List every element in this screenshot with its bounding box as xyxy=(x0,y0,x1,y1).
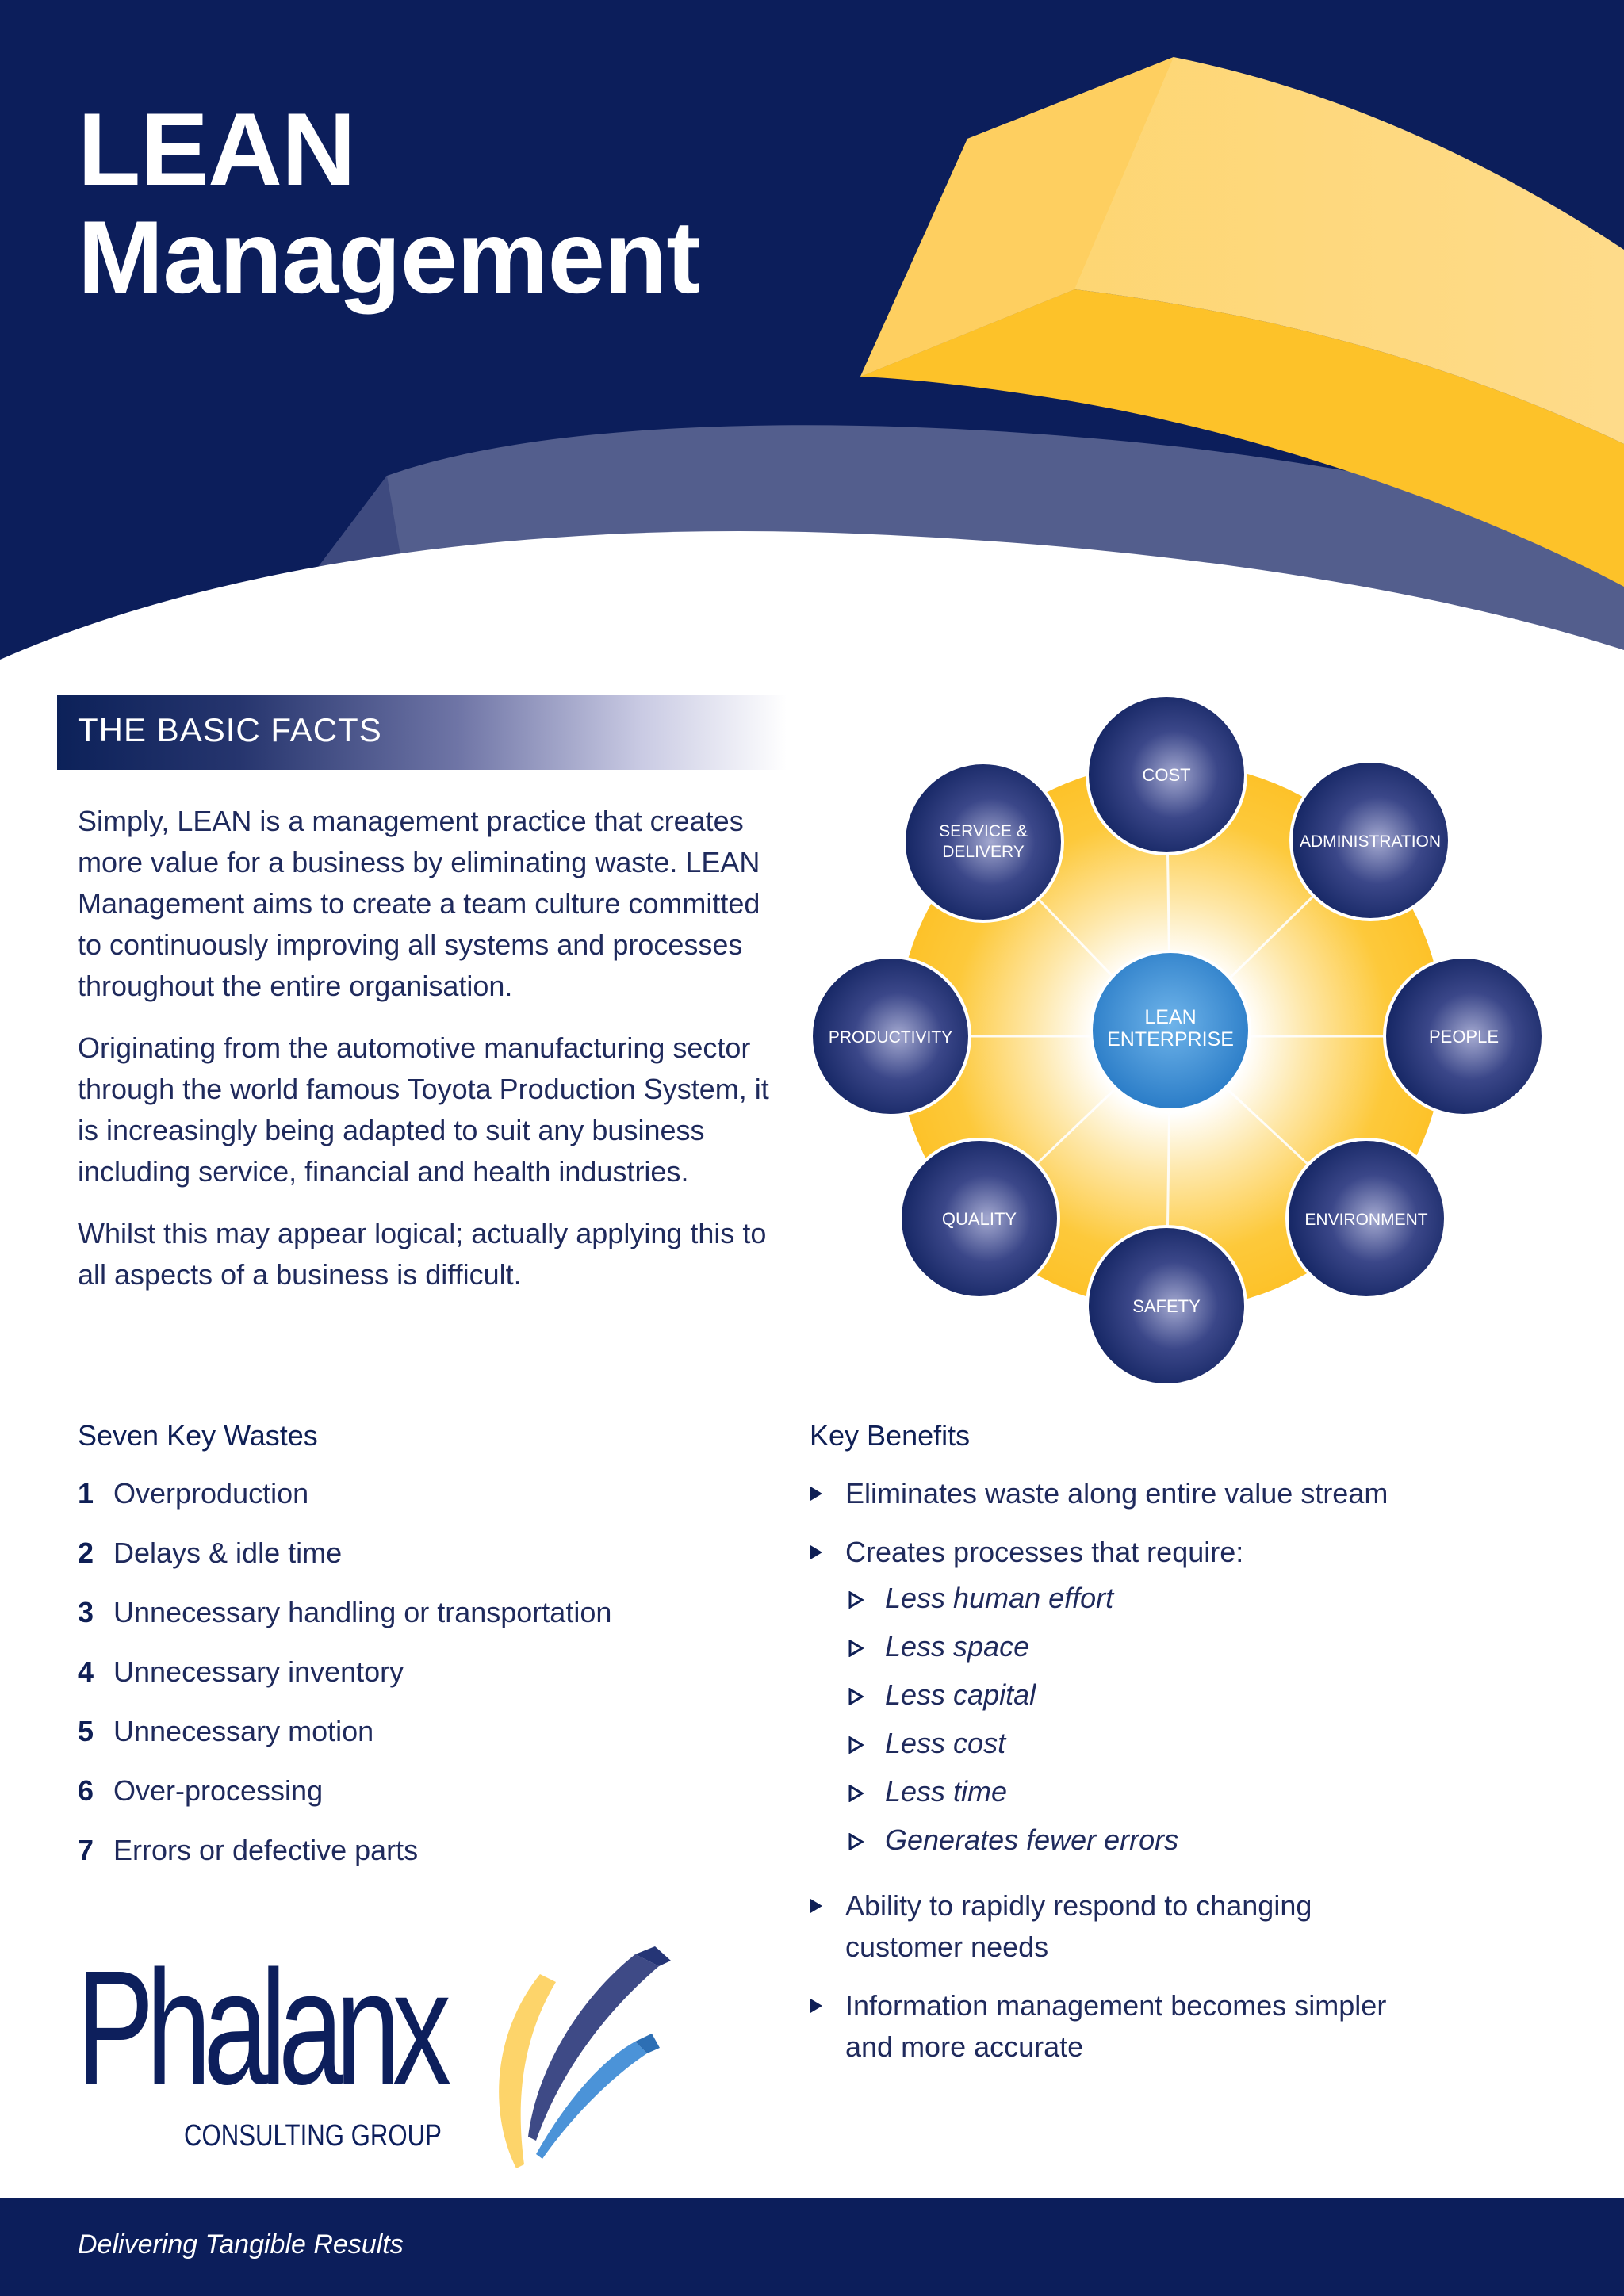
node-productivity xyxy=(811,957,970,1115)
list-item xyxy=(78,1473,791,1533)
bullet-triangle-icon xyxy=(810,1545,822,1559)
item-text: Over-processing xyxy=(113,1774,324,1807)
footer-bar xyxy=(0,2198,1624,2296)
list-item xyxy=(78,1711,791,1770)
item-text: Unnecessary inventory xyxy=(113,1655,404,1688)
sub-list-item xyxy=(845,1674,1522,1723)
node-administration xyxy=(1291,761,1450,920)
node-environment xyxy=(1287,1139,1446,1298)
node-quality-label: QUALITY xyxy=(941,1209,1017,1229)
sub-text: Less cost xyxy=(885,1727,1006,1759)
hero-banner xyxy=(0,0,1624,674)
outline-triangle-icon xyxy=(848,1833,864,1850)
sub-list-item xyxy=(845,1578,1522,1626)
item-text: Delays & idle time xyxy=(113,1536,343,1569)
sub-text: Less space xyxy=(885,1630,1030,1663)
node-service-label-1: SERVICE & xyxy=(939,822,1028,840)
sub-list-item xyxy=(845,1626,1522,1674)
sub-text: Less human effort xyxy=(885,1582,1114,1614)
list-item xyxy=(78,1651,791,1711)
basic-facts-header xyxy=(57,695,787,770)
list-item xyxy=(78,1533,791,1592)
wastes-list xyxy=(78,1473,791,1889)
outline-triangle-icon xyxy=(848,1688,864,1705)
benefit-text: Creates processes that require: xyxy=(845,1536,1244,1568)
list-item xyxy=(78,1830,791,1889)
bullet-triangle-icon xyxy=(810,1899,822,1913)
node-safety-label: SAFETY xyxy=(1132,1296,1201,1316)
item-number: 1 xyxy=(78,1477,94,1510)
phalanx-logo xyxy=(76,1937,599,2184)
outline-triangle-icon xyxy=(848,1640,864,1657)
node-cost-label: COST xyxy=(1142,765,1191,785)
item-text: Unnecessary handling or transportation xyxy=(113,1596,612,1628)
node-service-delivery xyxy=(904,763,1063,921)
list-item xyxy=(78,1592,791,1651)
node-quality xyxy=(900,1139,1059,1298)
node-productivity-label: PRODUCTIVITY xyxy=(828,1028,953,1047)
benefit-text-line-2: and more accurate xyxy=(845,2030,1084,2063)
benefit-text-line-1: Ability to rapidly respond to changing xyxy=(845,1889,1312,1922)
node-people xyxy=(1385,957,1543,1115)
sub-list-item xyxy=(845,1723,1522,1771)
title-line-1: LEAN xyxy=(78,91,355,207)
lean-enterprise-diagram xyxy=(801,682,1562,1399)
page-title xyxy=(78,91,700,315)
wastes-heading: Seven Key Wastes xyxy=(78,1419,318,1452)
intro-paragraph-1: Simply, LEAN is a management practice that creates more value for a business by eliminating waste. LEAN Management aims to create a team culture committed to continuously improving all systems and processes throughout the entire organisation. xyxy=(78,805,760,1002)
item-number: 7 xyxy=(78,1834,94,1866)
node-cost xyxy=(1087,695,1246,854)
item-number: 2 xyxy=(78,1536,94,1569)
logo-subtitle: CONSULTING GROUP xyxy=(184,2119,442,2152)
benefits-heading: Key Benefits xyxy=(810,1419,971,1452)
lean-diagram-svg xyxy=(801,682,1562,1395)
outline-triangle-icon xyxy=(848,1591,864,1609)
item-number: 3 xyxy=(78,1596,94,1628)
list-item xyxy=(809,1885,1522,1968)
node-administration-label: ADMINISTRATION xyxy=(1299,832,1442,851)
benefit-text-line-1: Information management becomes simpler xyxy=(845,1989,1387,2022)
benefit-sublist xyxy=(845,1578,1522,1868)
outline-triangle-icon xyxy=(848,1736,864,1754)
sub-list-item xyxy=(845,1771,1522,1820)
logo-wordmark: Phalanx xyxy=(76,1937,443,2118)
benefits-list xyxy=(809,1473,1522,2085)
node-safety xyxy=(1087,1226,1246,1385)
node-environment-label: ENVIRONMENT xyxy=(1304,1211,1428,1229)
sub-list-item xyxy=(845,1820,1522,1868)
outline-triangle-icon xyxy=(848,1785,864,1802)
sub-text: Generates fewer errors xyxy=(885,1823,1179,1856)
title-line-2: Management xyxy=(78,199,700,315)
intro-text xyxy=(78,801,791,1316)
list-item xyxy=(809,1985,1522,2068)
benefit-text: Eliminates waste along entire value stream xyxy=(845,1477,1388,1510)
basic-facts-heading: THE BASIC FACTS xyxy=(78,711,382,748)
node-center-lean-enterprise xyxy=(1091,951,1250,1110)
intro-paragraph-2: Originating from the automotive manufacturing sector through the world famous Toyota Production System, it is increasingly being adapted to suit any business including service, financial and health industries. xyxy=(78,1031,769,1188)
sub-text: Less time xyxy=(885,1775,1008,1808)
node-service-label-2: DELIVERY xyxy=(942,843,1025,861)
footer-tagline: Delivering Tangible Results xyxy=(78,2229,404,2260)
bullet-triangle-icon xyxy=(810,1487,822,1501)
list-item xyxy=(78,1770,791,1830)
benefit-text-line-2: customer needs xyxy=(845,1931,1049,1963)
bullet-triangle-icon xyxy=(810,1999,822,2013)
list-item xyxy=(809,1532,1522,1868)
sub-text: Less capital xyxy=(885,1678,1036,1711)
item-number: 4 xyxy=(78,1655,94,1688)
intro-paragraph-3: Whilst this may appear logical; actually applying this to all aspects of a business is difficult. xyxy=(78,1217,767,1291)
item-text: Overproduction xyxy=(113,1477,309,1510)
item-text: Errors or defective parts xyxy=(113,1834,419,1866)
node-people-label: PEOPLE xyxy=(1428,1027,1500,1047)
center-label-2: ENTERPRISE xyxy=(1107,1028,1234,1050)
logo-swoosh-icon xyxy=(417,1946,671,2184)
item-text: Unnecessary motion xyxy=(113,1715,374,1747)
center-label-1: LEAN xyxy=(1144,1006,1197,1028)
list-item xyxy=(809,1473,1522,1514)
item-number: 6 xyxy=(78,1774,94,1807)
item-number: 5 xyxy=(78,1715,94,1747)
